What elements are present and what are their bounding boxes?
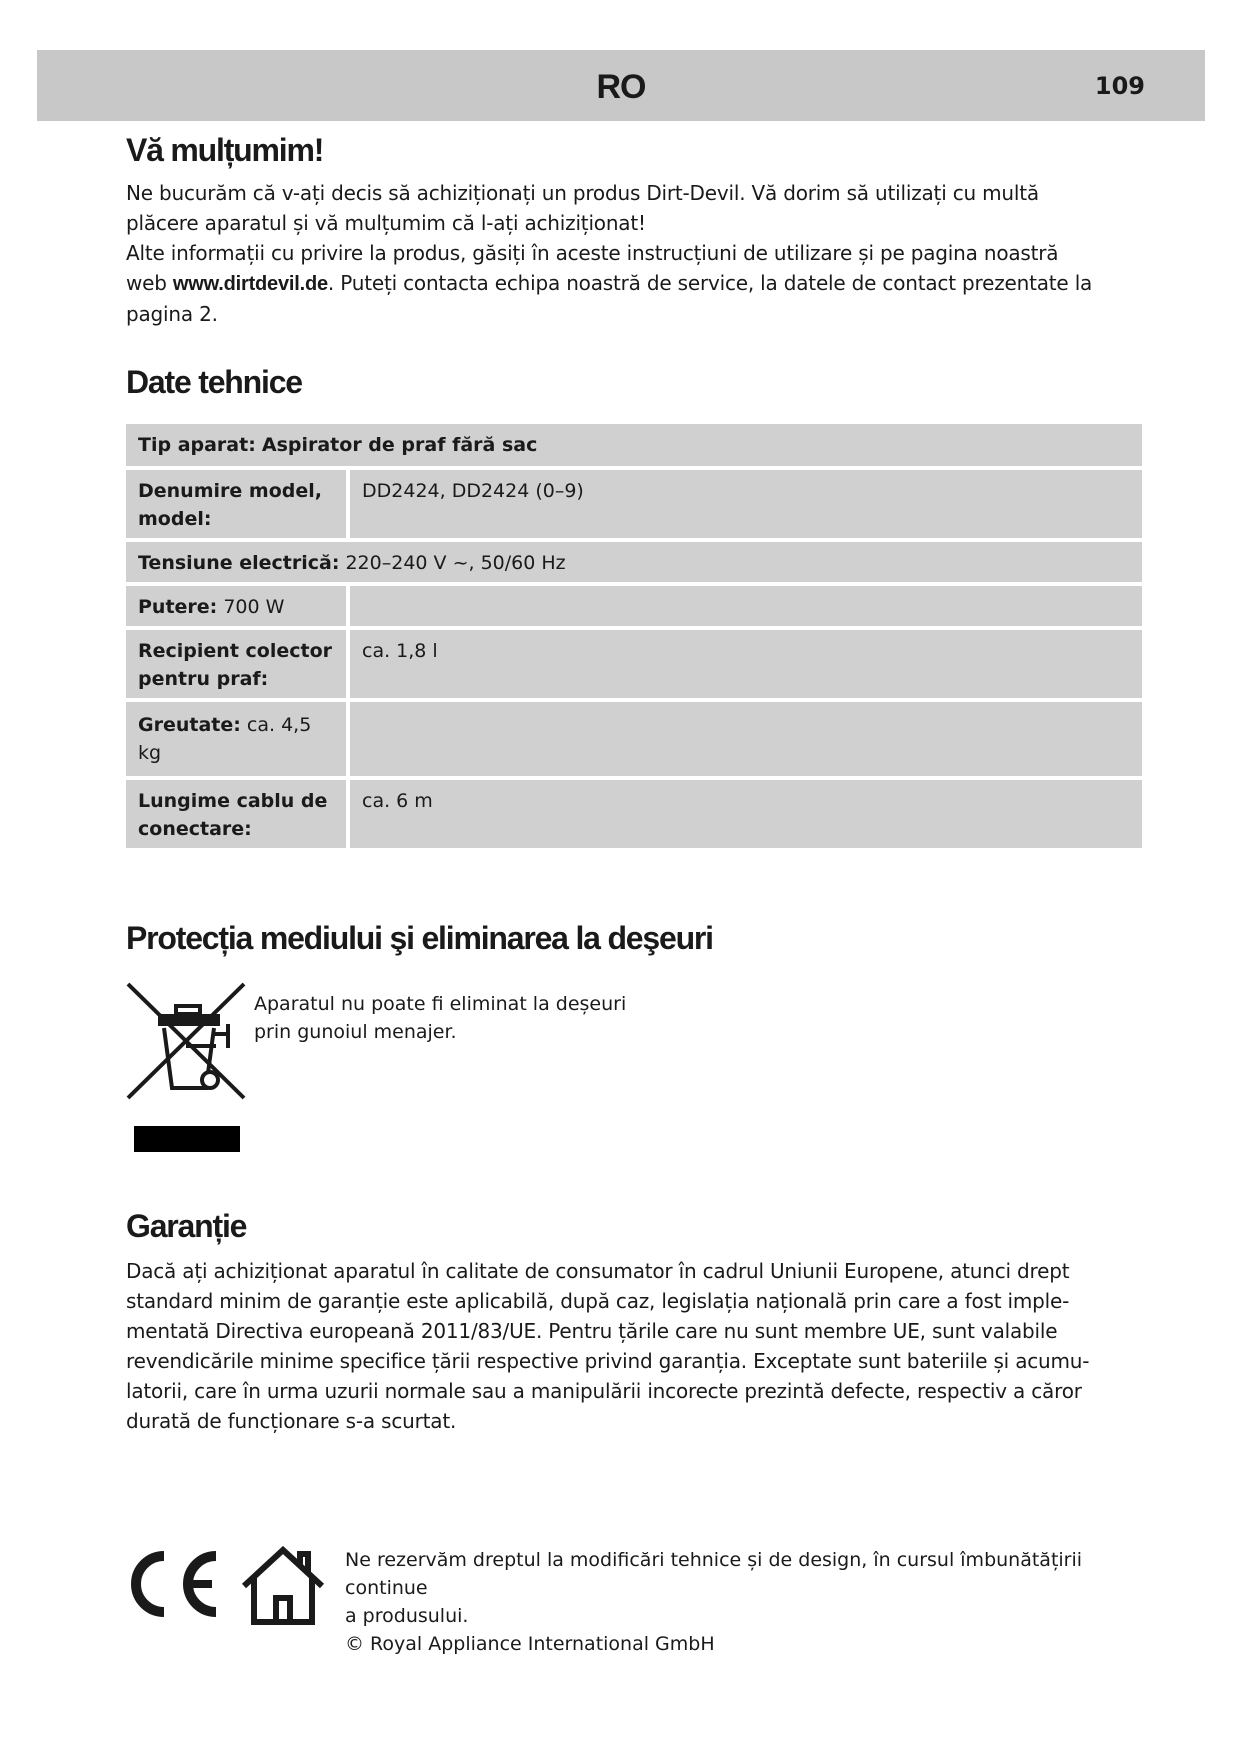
tech-specs-table bbox=[126, 424, 1142, 852]
warranty-line: latorii, care în urma uzurii normale sau a manipulării incorecte prezintă defecte, respectiv a căror bbox=[126, 1379, 1082, 1403]
spec-label: Greutate: bbox=[138, 714, 241, 736]
page-number: 109 bbox=[1094, 72, 1145, 100]
table-row bbox=[126, 702, 1142, 780]
warranty-line: durată de funcționare s-a scurtat. bbox=[126, 1409, 457, 1433]
spec-label: Tensiune electrică: bbox=[138, 552, 340, 574]
thanks-line bbox=[126, 268, 1136, 299]
thanks-line: pagina 2. bbox=[126, 302, 218, 326]
spec-value: 220–240 V ~, 50/60 Hz bbox=[345, 552, 566, 574]
footer-line: Ne rezervăm dreptul la modificări tehnice și de design, în cursul îmbunătățirii continue bbox=[345, 1549, 1083, 1599]
thanks-text: web bbox=[126, 271, 173, 295]
spec-label: Putere: bbox=[138, 596, 218, 618]
thanks-heading: Vă mulțumim! bbox=[126, 132, 324, 168]
table-row bbox=[126, 586, 1142, 630]
indoor-use-house-icon bbox=[240, 1546, 326, 1626]
page-header bbox=[37, 50, 1205, 121]
copyright: © Royal Appliance International GmbH bbox=[345, 1633, 715, 1655]
environment-text bbox=[254, 990, 674, 1046]
ce-mark-icon bbox=[124, 1548, 224, 1620]
environment-line: prin gunoiul menajer. bbox=[254, 1021, 457, 1043]
warranty-line: mentată Directiva europeană 2011/83/UE. Pentru țările care nu sunt membre UE, sunt valabile bbox=[126, 1319, 1058, 1343]
spec-label: Denumire model, model: bbox=[126, 470, 350, 542]
table-row bbox=[126, 780, 1142, 852]
thanks-line: plăcere aparatul și vă mulțumim că l-ați achiziționat! bbox=[126, 211, 646, 235]
spec-empty-cell bbox=[350, 702, 1142, 780]
environment-line: Aparatul nu poate fi eliminat la deșeuri bbox=[254, 993, 627, 1015]
warranty-line: standard minim de garanție este aplicabilă, după caz, legislația națională prin care a fost imple- bbox=[126, 1289, 1070, 1313]
spec-value: ca. 1,8 l bbox=[350, 630, 1142, 702]
environment-heading: Protecția mediului şi eliminarea la deşeuri bbox=[126, 920, 713, 956]
spec-label: Tip aparat: bbox=[138, 434, 256, 456]
spec-cell bbox=[126, 586, 350, 630]
thanks-paragraph bbox=[126, 178, 1136, 329]
spec-value: ca. 6 m bbox=[350, 780, 1142, 852]
table-row bbox=[126, 470, 1142, 542]
thanks-line: Ne bucurăm că v-ați decis să achiziționați un produs Dirt-Devil. Vă dorim să utilizați cu multă bbox=[126, 181, 1039, 205]
warranty-line: revendicările minime specifice țării respective privind garanția. Exceptate sunt bateriile și acumu- bbox=[126, 1349, 1090, 1373]
table-row bbox=[126, 542, 1142, 586]
spec-cell bbox=[126, 542, 1142, 586]
thanks-text: . Puteți contacta echipa noastră de service, la datele de contact prezentate la bbox=[327, 271, 1093, 295]
warranty-heading: Garanție bbox=[126, 1208, 247, 1244]
spec-empty-cell bbox=[350, 586, 1142, 630]
footer-notice bbox=[345, 1546, 1145, 1658]
spec-value: 700 W bbox=[223, 596, 285, 618]
table-row bbox=[126, 424, 1142, 470]
website-link[interactable]: www.dirtdevil.de bbox=[172, 273, 328, 295]
warranty-paragraph bbox=[126, 1256, 1136, 1436]
weee-crossed-bin-icon bbox=[126, 980, 248, 1160]
spec-label: Recipient colector pentru praf: bbox=[126, 630, 350, 702]
spec-label: Lungime cablu de conectare: bbox=[126, 780, 350, 852]
thanks-line: Alte informații cu privire la produs, găsiți în aceste instrucțiuni de utilizare și pe pagina noastră bbox=[126, 241, 1059, 265]
spec-value: Aspirator de praf fără sac bbox=[261, 434, 538, 456]
tech-heading: Date tehnice bbox=[126, 364, 302, 400]
spec-cell bbox=[126, 702, 350, 780]
footer-line: a produsului. bbox=[345, 1605, 469, 1627]
spec-value: DD2424, DD2424 (0–9) bbox=[350, 470, 1142, 542]
warranty-line: Dacă ați achiziționat aparatul în calitate de consumator în cadrul Uniunii Europene, atunci drept bbox=[126, 1259, 1070, 1283]
table-row bbox=[126, 630, 1142, 702]
spec-cell bbox=[126, 424, 1142, 470]
language-code: RO bbox=[596, 68, 646, 106]
spec-value: ca. 4,5 kg bbox=[138, 714, 312, 764]
